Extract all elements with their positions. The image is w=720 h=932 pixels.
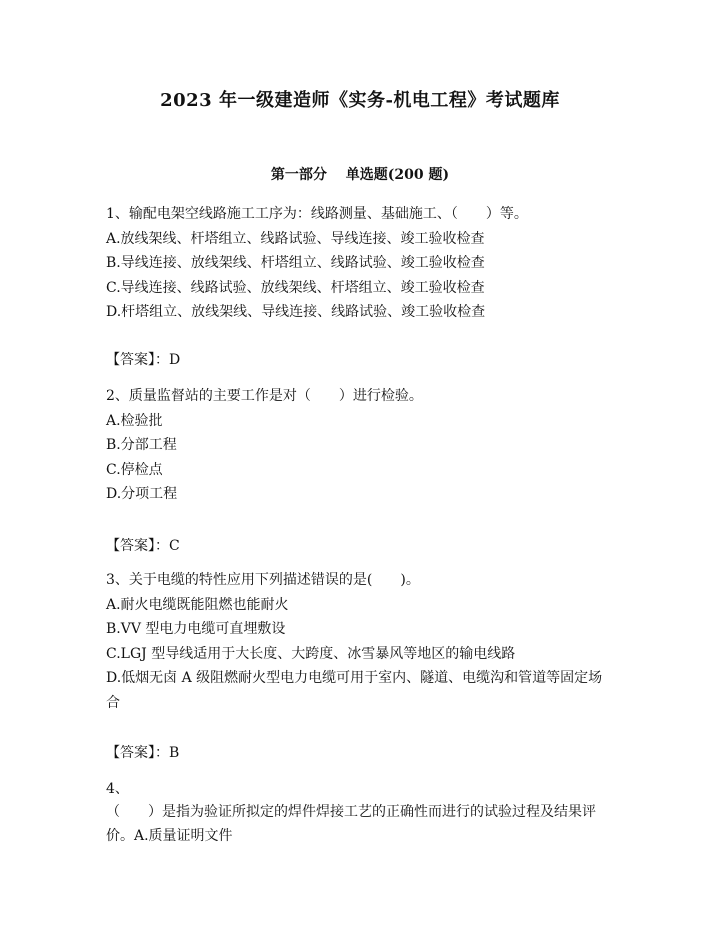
option-b: B.导线连接、放线架线、杆塔组立、线路试验、竣工验收检查 xyxy=(106,255,485,271)
option-c: C.停检点 xyxy=(106,461,163,478)
question-stem: 2、质量监督站的主要工作是对（ ）进行检验。 xyxy=(106,388,423,404)
option-d: D.低烟无卤 A 级阻燃耐火型电力电缆可用于室内、隧道、电缆沟和管道等固定场合 xyxy=(106,670,603,711)
document-title: 2023 年一级建造师《实务-机电工程》考试题库 xyxy=(160,90,560,111)
option-d: D.分项工程 xyxy=(106,486,178,502)
option-d: D.杆塔组立、放线架线、导线连接、线路试验、竣工验收检查 xyxy=(106,304,486,320)
question-1 xyxy=(106,202,616,325)
question-stem: 1、输配电架空线路施工工序为：线路测量、基础施工、（ ）等。 xyxy=(106,206,528,222)
question-4-number: 4、 xyxy=(106,781,129,797)
option-b: B.分部工程 xyxy=(106,437,177,453)
option-a: A.检验批 xyxy=(106,412,163,429)
option-b: B.VV 型电力电缆可直埋敷设 xyxy=(106,621,286,637)
answer-2: 【答案】：C xyxy=(106,538,180,554)
option-c: C.LGJ 型导线适用于大长度、大跨度、冰雪暴风等地区的输电线路 xyxy=(106,645,516,662)
answer-3: 【答案】：B xyxy=(106,745,180,761)
question-stem: 3、关于电缆的特性应用下列描述错误的是( )。 xyxy=(106,572,420,588)
option-a: A.放线架线、杆塔组立、线路试验、导线连接、竣工验收检查 xyxy=(106,230,485,247)
option-a: A.耐火电缆既能阻燃也能耐火 xyxy=(106,596,289,613)
option-c: C.导线连接、线路试验、放线架线、杆塔组立、竣工验收检查 xyxy=(106,279,485,296)
question-4-stem: （ ）是指为验证所拟定的焊件焊接工艺的正确性而进行的试验过程及结果评价。A.质量证明文件 xyxy=(106,804,596,844)
question-3 xyxy=(106,568,616,715)
answer-1: 【答案】：D xyxy=(106,352,181,368)
section-title: 第一部分 单选题(200 题) xyxy=(270,167,450,183)
question-2 xyxy=(106,384,616,507)
